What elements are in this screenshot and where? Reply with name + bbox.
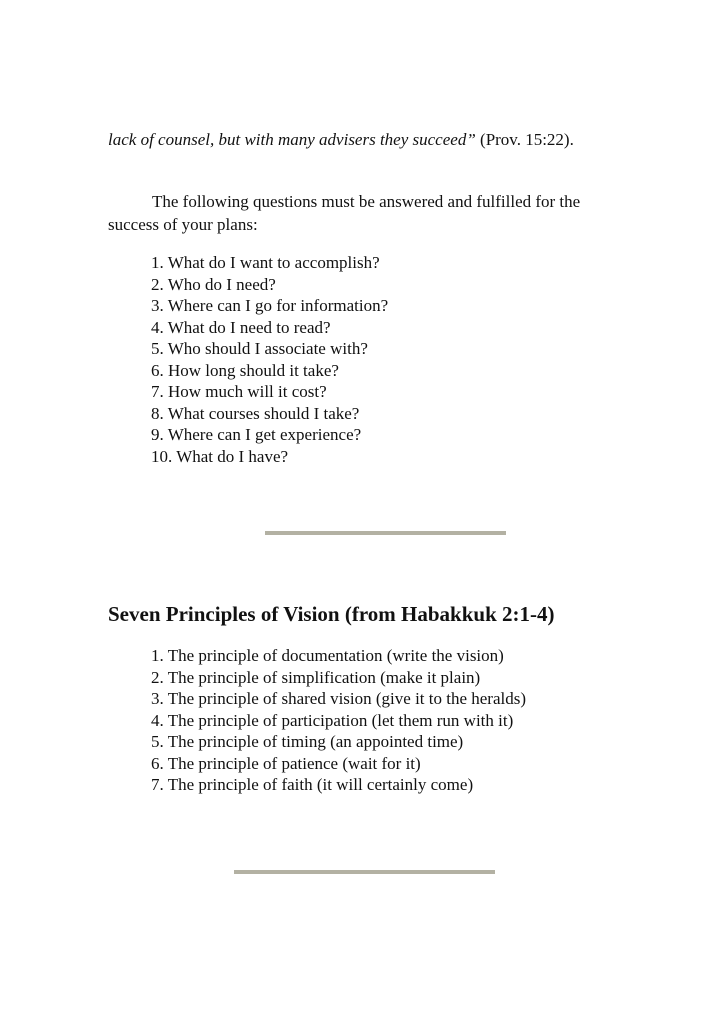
principle-item: 1. The principle of documentation (write the vision) <box>151 646 504 665</box>
principle-item: 3. The principle of shared vision (give it to the heralds) <box>151 689 527 708</box>
question-item: 7. How much will it cost? <box>151 382 327 401</box>
question-item: 10. What do I have? <box>151 446 289 466</box>
question-item: 2. Who do I need? <box>151 274 276 294</box>
question-item: 6. How long should it take? <box>151 360 339 380</box>
proverb-citation: (Prov. 15:22). <box>475 130 574 149</box>
principles-list <box>151 645 526 796</box>
principle-item: 7. The principle of faith (it will certainly come) <box>151 775 474 794</box>
proverb-quote-text: lack of counsel, but with many advisers they succeed” <box>108 130 476 149</box>
principle-item: 5. The principle of timing (an appointed time) <box>151 732 464 751</box>
question-item: 3. Where can I go for information? <box>151 296 389 315</box>
question-item: 1. What do I want to accomplish? <box>151 253 380 272</box>
principle-item: 4. The principle of participation (let them run with it) <box>151 710 514 730</box>
principle-item: 6. The principle of patience (wait for it) <box>151 753 421 773</box>
questions-list <box>151 252 388 467</box>
question-item: 8. What courses should I take? <box>151 403 360 423</box>
question-item: 4. What do I need to read? <box>151 317 331 337</box>
section-divider <box>234 870 495 874</box>
questions-intro-paragraph: The following questions must be answered and fulfilled for the success of your plans: <box>108 192 581 234</box>
question-item: 9. Where can I get experience? <box>151 425 362 444</box>
principle-item: 2. The principle of simplification (make it plain) <box>151 667 481 687</box>
section-divider <box>265 531 506 535</box>
section-heading: Seven Principles of Vision (from Habakkuk 2:1-4) <box>108 602 555 626</box>
proverb-quote-paragraph <box>108 128 608 151</box>
question-item: 5. Who should I associate with? <box>151 339 368 358</box>
